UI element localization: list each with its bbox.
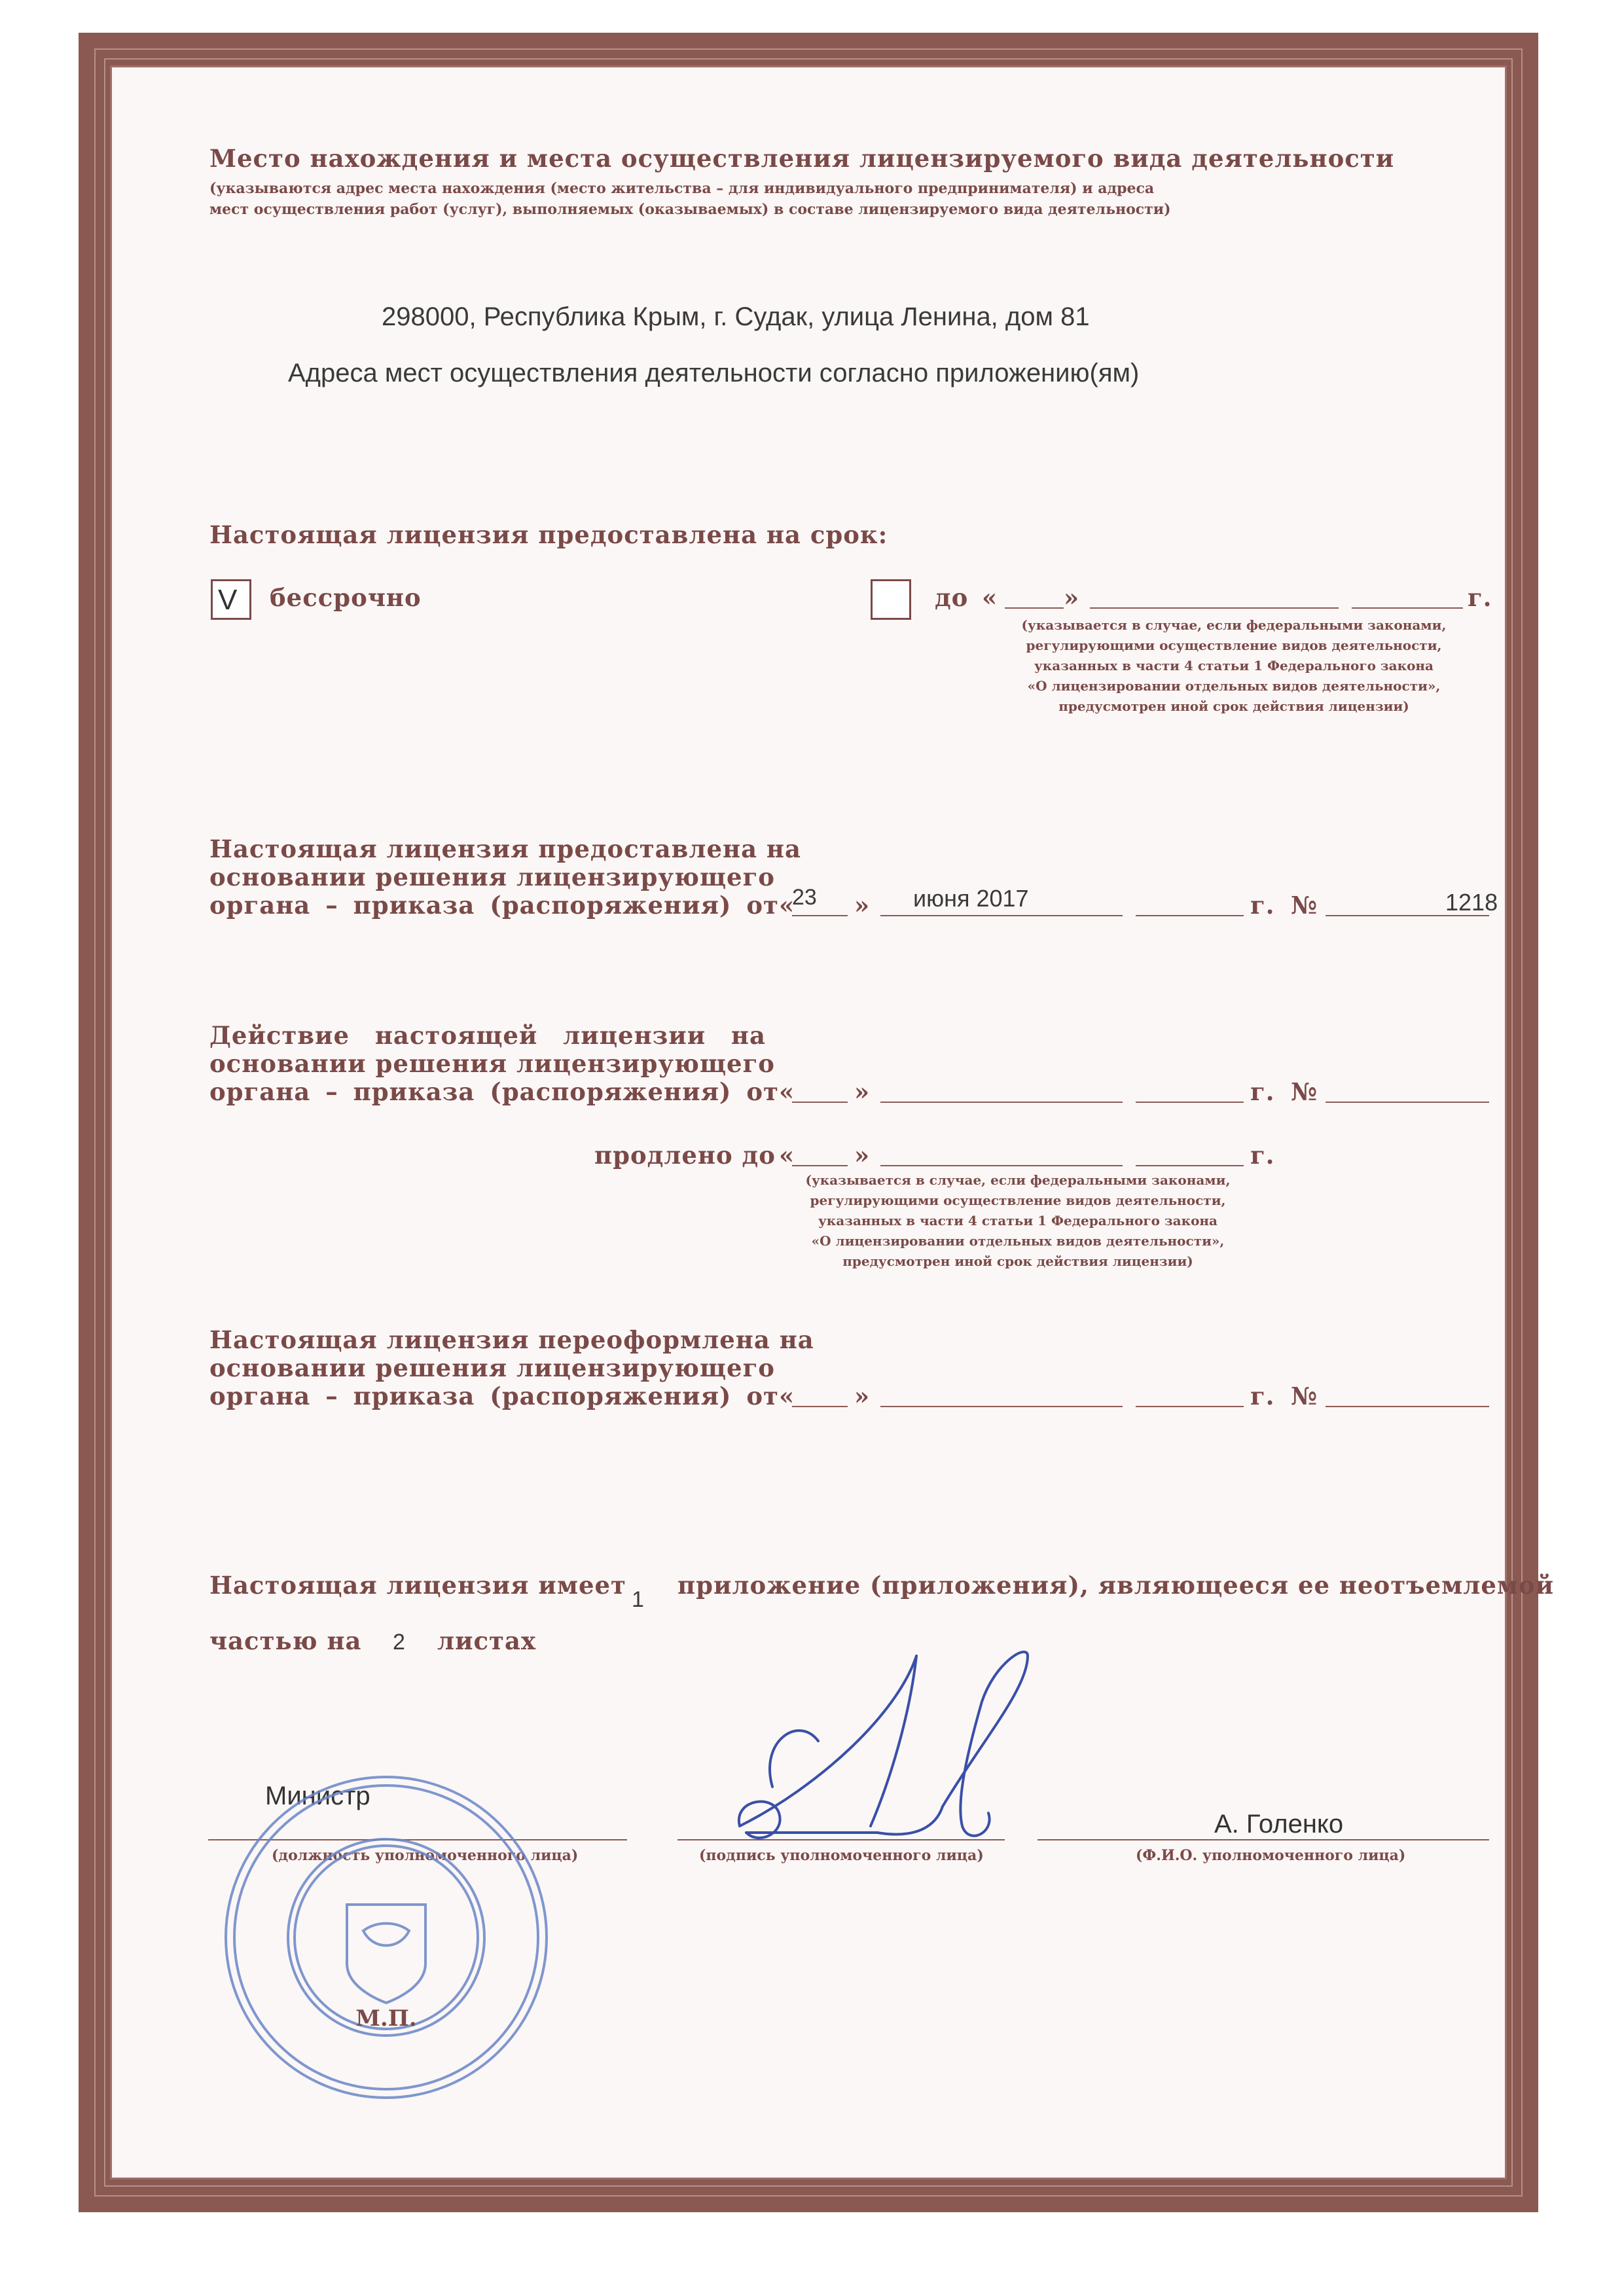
signer-position: Министр <box>265 1782 370 1810</box>
header-title: Место нахождения и места осуществления лицензируемого вида деятельности <box>209 144 1395 173</box>
indefinite-label: бессрочно <box>270 583 422 612</box>
address-line-2: Адреса мест осуществления деятельности согласно приложению(ям) <box>288 359 1140 387</box>
header-subtitle-1: (указываются адрес места нахождения (место жительства – для индивидуального предпринимателя) и адреса <box>209 180 1155 197</box>
granted-day: 23 <box>792 885 817 910</box>
handwritten-signature <box>720 1636 1060 1859</box>
address-line-1: 298000, Республика Крым, г. Судак, улица Ленина, дом 81 <box>382 302 1090 331</box>
extended-label: продлено до <box>594 1141 776 1170</box>
action-line-1: Действие настоящей лицензии на <box>209 1021 766 1050</box>
official-seal <box>216 1767 556 2108</box>
indefinite-checkbox[interactable] <box>211 579 251 620</box>
until-checkbox[interactable] <box>871 579 911 620</box>
sign-caption: (подпись уполномоченного лица) <box>699 1847 984 1864</box>
until-year-line <box>1352 607 1463 609</box>
checkmark-v: V <box>218 584 238 616</box>
until-month-line <box>1090 607 1339 609</box>
term-heading: Настоящая лицензия предоставлена на срок: <box>209 520 888 549</box>
granted-line-2: основании решения лицензирующего <box>209 863 775 891</box>
granted-line-3: органа – приказа (распоряжения) от <box>209 891 779 920</box>
reissued-line-1: Настоящая лицензия переоформлена на <box>209 1325 814 1354</box>
until-year-suffix: г. <box>1468 583 1492 612</box>
appendix-suffix: приложение (приложения), являющееся ее неотъемлемой <box>677 1571 1555 1600</box>
action-year-suffix: г. <box>1250 1077 1275 1106</box>
until-quote-open: « <box>982 583 998 612</box>
term-note: (указывается в случае, если федеральными законами, регулирующими осуществление видов деятельности, указанных в части 4 статьи 1 Федерального закона «О лицензировании отдельных видов деятельности», предусмотрен иной срок действия лицензии) <box>1021 617 1447 714</box>
name-caption: (Ф.И.О. уполномоченного лица) <box>1136 1847 1406 1864</box>
appendix-part-prefix: частью на <box>209 1626 362 1655</box>
position-caption: (должность уполномоченного лица) <box>272 1847 579 1864</box>
appendix-prefix: Настоящая лицензия имеет <box>209 1571 626 1600</box>
action-note: (указывается в случае, если федеральными законами, регулирующими осуществление видов деятельности, указанных в части 4 статьи 1 Федерального закона «О лицензировании отдельных видов деятельности», предусмотрен иной срок действия лицензии) <box>805 1172 1231 1269</box>
reissued-year-suffix: г. <box>1250 1382 1275 1410</box>
appendix-count: 1 <box>632 1587 644 1612</box>
signer-name: А. Голенко <box>1214 1810 1344 1839</box>
granted-year-suffix: г. <box>1250 891 1275 920</box>
until-label: до <box>935 583 969 612</box>
reissued-number-sign: № <box>1291 1382 1318 1410</box>
license-page: Место нахождения и места осуществления лицензируемого вида деятельности (указываются адрес места нахождения (место жительства – для индивидуального предпринимателя) и адреса мест осуществления работ (услуг), выполняемых (оказываемых) в составе лицензируемого вида деятельности) 298000, Республика Крым, г. Судак, улица Ленина, дом 81 Адреса мест осуществления деятельности согласно приложению(ям) Настоящая лицензия предоставлена на срок: V бессрочно до « » г. (указывается в случае, если федеральными законами, регулирующими осуществление видов деятельности, указанных в части 4 статьи 1 Федерального закона «О лицензировании отдельных видов деятельности», предусмотрен иной срок действия лицензии) Настоящая лицензия предоставлена на основании решения лицензирующего органа – приказа (распоряжения) от « 23 » июня 2017 г. № 1218 Действие настоящей лицензии на основании решения лицензирующего органа – приказа (распоряжения) от « » г. № продлено до « » г. (указывается в случае, если федеральными законами, регулирующими осуществление видов деятельности, указанных в части 4 статьи 1 Федерального закона «О лицензировании отдельных видов деятельности», предусмотрен иной срок действия лицензии) Настоящая лицензия переоформлена на основании решения лицензирующего органа – приказа (распоряжения) от « » г. № Настоящая лицензия имеет 1 приложение (приложения), являющееся ее неотъемлемой частью на 2 листах Министр (должность уполномоченного лица) (подпись уполномоченного лица) А. Голенко (Ф.И.О. уполномоченного лица) М.П. <box>0 0 1624 2296</box>
granted-month-year: июня 2017 <box>913 885 1029 912</box>
granted-number-sign: № <box>1291 891 1318 920</box>
appendix-part-suffix: листах <box>437 1626 537 1655</box>
action-line-2: основании решения лицензирующего <box>209 1049 775 1078</box>
action-line-3: органа – приказа (распоряжения) от <box>209 1077 779 1106</box>
until-quote-close: » <box>1064 583 1080 612</box>
granted-number: 1218 <box>1445 889 1498 916</box>
seal-label: М.П. <box>355 2005 417 2032</box>
reissued-line-2: основании решения лицензирующего <box>209 1354 775 1382</box>
granted-line-1: Настоящая лицензия предоставлена на <box>209 834 801 863</box>
appendix-sheets: 2 <box>393 1630 405 1655</box>
action-number-sign: № <box>1291 1077 1318 1106</box>
until-day-line <box>1005 607 1064 609</box>
reissued-line-3: органа – приказа (распоряжения) от <box>209 1382 779 1410</box>
header-subtitle-2: мест осуществления работ (услуг), выполняемых (оказываемых) в составе лицензируемого вида деятельности) <box>209 201 1171 218</box>
